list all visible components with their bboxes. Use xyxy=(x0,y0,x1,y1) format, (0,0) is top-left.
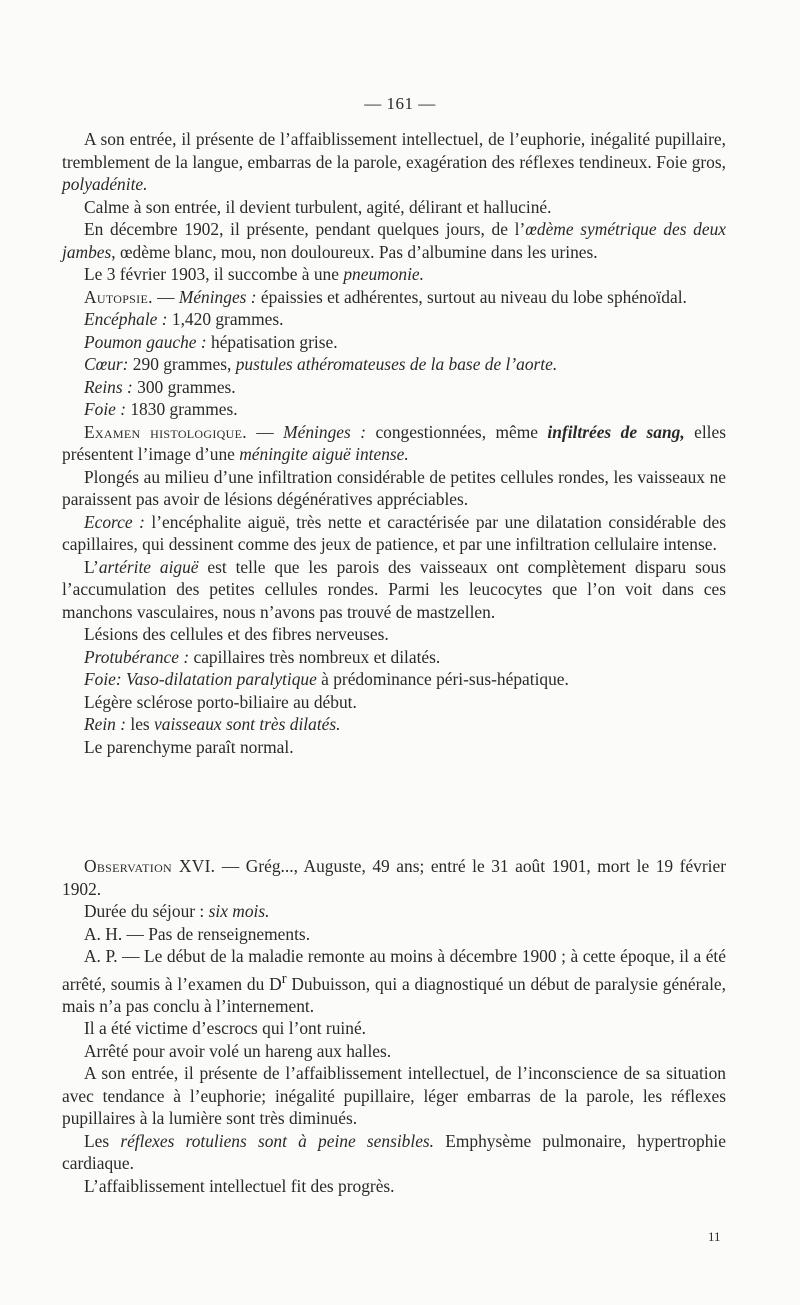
paragraph-autopsie: Autopsie. — Méninges : épaissies et adhérentes, surtout au niveau du lobe sphénoïdal. xyxy=(84,286,687,307)
paragraph: Reins : 300 grammes. xyxy=(84,376,236,397)
paragraph: Il a été victime d’escrocs qui l’ont ruiné. xyxy=(84,1018,367,1039)
paragraph: Plongés au milieu d’une infiltration considérable de petites cellules rondes, les vaisseaux ne paraissent pas avoir de lésions dégénératives appréciables. xyxy=(62,466,726,509)
paragraph: Le 3 février 1903, il succombe à une pneumonie. xyxy=(84,264,424,284)
body-block-autopsy xyxy=(62,128,726,758)
paragraph: L’artérite aiguë est telle que les parois des vaisseaux ont complètement disparu sous l’accumulation des petites cellules rondes. Parmi les leucocytes que l’on voit dans ces manchons vasculaires, nous n’avons pas trouvé de mastzellen. xyxy=(62,556,726,622)
folio-signature: 11 xyxy=(708,1229,721,1244)
paragraph: En décembre 1902, il présente, pendant quelques jours, de l’œdème symétrique des deux jambes, œdème blanc, mou, non douloureux. Pas d’albumine dans les urines. xyxy=(62,219,726,262)
paragraph-examen: Examen histologique. — Méninges : congestionnées, même infiltrées de sang, elles présentent l’image d’une méningite aiguë intense. xyxy=(62,421,726,464)
paragraph: Cœur: 290 grammes, pustules athéromateuses de la base de l’aorte. xyxy=(84,354,558,374)
paragraph: Durée du séjour : six mois. xyxy=(84,901,270,921)
paragraph: A son entrée, il présente de l’affaiblissement intellectuel, de l’inconscience de sa situation avec tendance à l’euphorie; inégalité pupillaire, léger embarras de la parole, les réflexes pupillaires à la lumière sont très diminués. xyxy=(62,1063,726,1129)
running-header: — 161 — xyxy=(364,94,436,113)
body-block-observation xyxy=(62,855,726,1197)
paragraph: Arrêté pour avoir volé un hareng aux halles. xyxy=(84,1040,392,1061)
paragraph: A. H. — Pas de renseignements. xyxy=(84,923,311,944)
paragraph: Légère sclérose porto-biliaire au début. xyxy=(84,691,357,712)
paragraph: Ecorce : l’encéphalite aiguë, très nette et caractérisée par une dilatation considérable des capillaires, qui dessinent comme des jeux de patience, et par une infiltration cellulaire intense. xyxy=(62,511,726,554)
paragraph: Le parenchyme paraît normal. xyxy=(84,736,294,757)
paragraph: Encéphale : 1,420 grammes. xyxy=(84,309,284,329)
paragraph: A. P. — Le début de la maladie remonte au moins à décembre 1900 ; à cette époque, il a été arrêté, soumis à l’examen du $D^r$ Dubuisson, qui a diagnostiqué un début de paralysie générale, mais n’a pas conclu à l’internement. xyxy=(62,946,726,1016)
paragraph: Protubérance : capillaires très nombreux et dilatés. xyxy=(84,646,441,667)
paragraph: Foie: Vaso-dilatation paralytique à prédominance péri-sus-hépatique. xyxy=(84,669,569,689)
paragraph: L’affaiblissement intellectuel fit des progrès. xyxy=(84,1175,395,1196)
paragraph: Rein : les vaisseaux sont très dilatés. xyxy=(84,714,341,734)
paragraph: Poumon gauche : hépatisation grise. xyxy=(84,331,338,352)
paragraph: A son entrée, il présente de l’affaiblissement intellectuel, de l’euphorie, inégalité pupillaire, tremblement de la langue, embarras de la parole, exagération des réflexes tendineux. Foie gros, polyadénite. xyxy=(62,129,726,194)
paragraph: Foie : 1830 grammes. xyxy=(84,399,238,419)
paragraph: Les réflexes rotuliens sont à peine sensibles. Emphysème pulmonaire, hypertrophie cardiaque. xyxy=(62,1130,726,1174)
paragraph: Calme à son entrée, il devient turbulent, agité, délirant et halluciné. xyxy=(84,196,552,217)
paragraph-observation-heading: Observation XVI. — Grég..., Auguste, 49 ans; entré le 31 août 1901, mort le 19 février 1902. xyxy=(62,856,726,899)
paragraph: Lésions des cellules et des fibres nerveuses. xyxy=(84,624,389,644)
